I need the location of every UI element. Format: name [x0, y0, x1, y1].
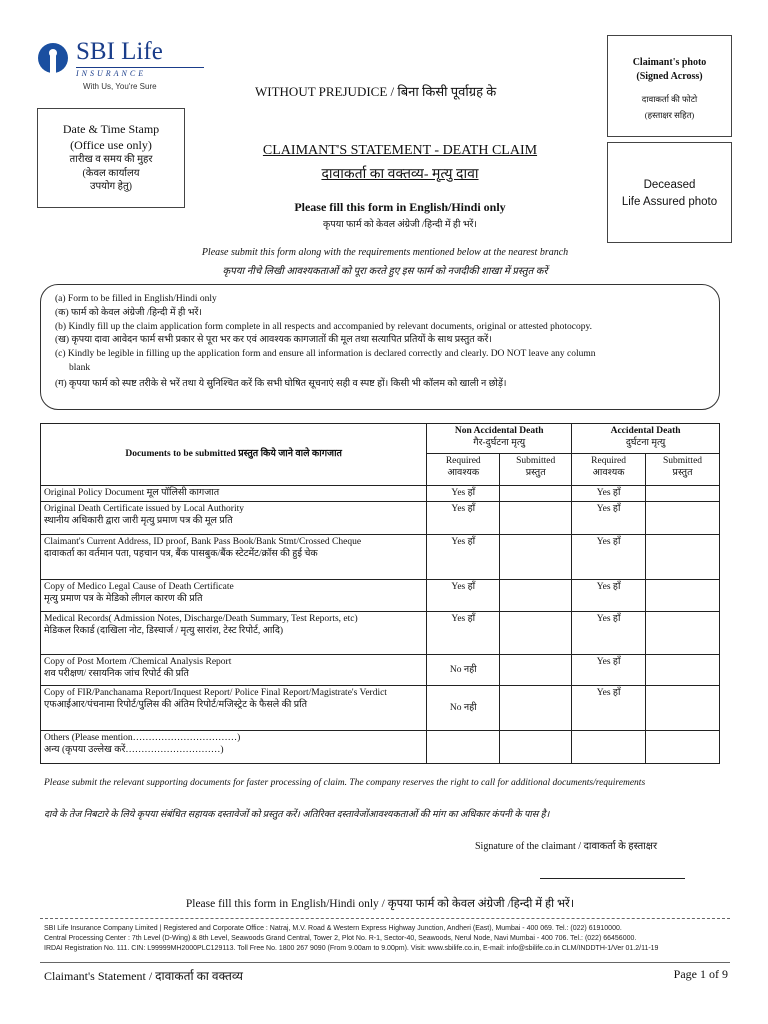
- non-accidental-required-cell: Yes हाँ: [427, 502, 500, 535]
- footer-info: [44, 924, 744, 954]
- document-name: Copy of Post Mortem /Chemical Analysis Report: [44, 657, 232, 667]
- required-header: Required आवश्यक: [427, 454, 500, 486]
- table-header-row: [41, 424, 720, 454]
- photo-line: (Signed Across): [636, 71, 703, 82]
- document-name-cell: [41, 731, 427, 764]
- non-accidental-submitted-cell[interactable]: [500, 655, 572, 686]
- non-accidental-submitted-cell[interactable]: [500, 502, 572, 535]
- table-row: [41, 612, 720, 655]
- submitted-header: Submitted प्रस्तुत: [500, 454, 572, 486]
- document-name-hi: मृत्यु प्रमाण पत्र के मेडिको लीगल कारण की प्रति: [44, 594, 203, 605]
- signature-line[interactable]: [540, 878, 685, 879]
- supporting-en: Please submit the relevant supporting documents for faster processing of claim. The company reserves the right to call for additional documents/requirements: [44, 778, 646, 788]
- deceased-line: Deceased: [643, 179, 696, 191]
- document-name-cell: [41, 486, 427, 502]
- document-name-cell: [41, 655, 427, 686]
- acc-hi: दुर्घटना मृत्यु: [625, 438, 666, 449]
- deceased-photo-box[interactable]: [607, 142, 732, 243]
- document-name: Others (Please mention……………………………): [44, 733, 241, 743]
- stamp-line: तारीख व समय की मुहर: [69, 154, 153, 166]
- keyhole-icon: [38, 43, 68, 73]
- non-accidental-required-cell: [427, 731, 500, 764]
- footer-rule: [40, 962, 730, 963]
- fill-bottom: Please fill this form in English/Hindi only / कृपया फार्म को केवल अंग्रेजी /हिन्दी में ही भरें।: [185, 898, 575, 910]
- documents-table: [40, 423, 720, 764]
- stamp-line: उपयोग हेतु): [89, 181, 133, 193]
- bottom-left-title: Claimant's Statement / दावाकर्ता का वक्तव्य: [44, 969, 243, 983]
- table-row: [41, 655, 720, 686]
- date-time-stamp-box: [37, 108, 185, 208]
- document-name-cell: [41, 535, 427, 580]
- title-hi: दावाकर्ता का वक्तव्य- मृत्यु दावा: [321, 167, 479, 182]
- fill-hi: कृपया फार्म को केवल अंग्रेजी /हिन्दी में ही भरें।: [323, 220, 477, 230]
- claimant-photo-box[interactable]: [607, 35, 732, 137]
- document-name-cell: [41, 612, 427, 655]
- non-acc-en: Non Accidental Death: [454, 426, 544, 436]
- submitted-header: Submitted प्रस्तुत: [646, 454, 720, 486]
- non-accidental-submitted-cell[interactable]: [500, 580, 572, 612]
- accidental-submitted-cell[interactable]: [646, 655, 720, 686]
- non-accidental-submitted-cell[interactable]: [500, 731, 572, 764]
- instruction-line: blank: [69, 362, 91, 373]
- document-name-hi: स्थानीय अधिकारी द्वारा जारी मृत्यु प्रमाण पत्र की मूल प्रति: [44, 516, 233, 527]
- photo-line: दावाकर्ता की फोटो: [641, 94, 698, 104]
- stamp-line: (केवल कार्यालय: [82, 167, 140, 179]
- deceased-line: Life Assured photo: [621, 196, 718, 209]
- sbi-life-logo: [38, 40, 178, 100]
- accidental-required-cell: Yes हाँ: [572, 655, 646, 686]
- table-row: [41, 731, 720, 764]
- required-header: Required आवश्यक: [572, 454, 646, 486]
- title-en: CLAIMANT'S STATEMENT - DEATH CLAIM: [262, 143, 538, 158]
- non-accidental-header: [427, 424, 572, 454]
- photo-line: (हस्ताक्षर सहित): [644, 109, 695, 120]
- document-name: Original Death Certificate issued by Local Authority: [44, 504, 244, 514]
- fill-en: Please fill this form in English/Hindi only: [294, 200, 506, 214]
- non-accidental-required-cell: Yes हाँ: [427, 486, 500, 502]
- table-row: [41, 686, 720, 731]
- non-accidental-required-cell: No नही: [427, 686, 500, 731]
- submit-en: Please submit this form along with the requirements mentioned below at the nearest branch: [201, 247, 569, 258]
- stamp-line: (Office use only): [70, 138, 152, 153]
- without-prejudice: WITHOUT PREJUDICE / बिना किसी पूर्वाग्रह के: [255, 84, 497, 99]
- document-name: Original Policy Document मूल पॉलिसी कागजात: [44, 488, 220, 498]
- accidental-required-cell: Yes हाँ: [572, 580, 646, 612]
- instruction-line: (a) Form to be filled in English/Hindi only: [55, 294, 217, 304]
- document-name-cell: [41, 686, 427, 731]
- logo-sub: INSURANCE: [76, 69, 147, 78]
- table-row: [41, 580, 720, 612]
- accidental-submitted-cell[interactable]: [646, 612, 720, 655]
- page-number: Page 1 of 9: [673, 967, 728, 981]
- accidental-submitted-cell[interactable]: [646, 502, 720, 535]
- accidental-submitted-cell[interactable]: [646, 580, 720, 612]
- instruction-line: (c) Kindly be legible in filling up the application form and ensure all information is declared correctly and clearly. DO NOT leave any column: [55, 349, 596, 360]
- instructions-box: [40, 284, 720, 410]
- document-name-hi: अन्य (कृपया उल्लेख करें…………………………): [44, 745, 224, 756]
- document-name-hi: दावाकर्ता का वर्तमान पता, पहचान पत्र, बैंक पासबुक/बैंक स्टेटमेंट/क्रॉस की हुई चेक: [44, 549, 318, 560]
- instruction-line: (ख) कृपया दावा आवेदन फार्म सभी प्रकार से पूरा भर कर एवं आवश्यक कागजातों की मूल तथा सत्यापित प्रतियों के साथ प्रस्तुत करें।: [55, 335, 492, 346]
- photo-line: Claimant's photo: [632, 57, 707, 68]
- non-accidental-required-cell: Yes हाँ: [427, 580, 500, 612]
- accidental-required-cell: Yes हाँ: [572, 686, 646, 731]
- logo-tagline: With Us, You're Sure: [83, 82, 157, 91]
- non-acc-hi: गैर-दुर्घटना मृत्यु: [473, 438, 526, 449]
- accidental-required-cell: [572, 731, 646, 764]
- document-name: Claimant's Current Address, ID proof, Bank Pass Book/Bank Stmt/Crossed Cheque: [44, 537, 362, 547]
- signature-label: Signature of the claimant / दावाकर्ता के हस्ताक्षर: [475, 841, 658, 852]
- stamp-line: Date & Time Stamp: [62, 122, 160, 136]
- instruction-line: (b) Kindly fill up the claim application form complete in all respects and accompanied by relevant documents, original or attested photocopy.: [55, 321, 593, 332]
- document-name: Copy of Medico Legal Cause of Death Certificate: [44, 582, 234, 592]
- footer-line: SBI Life Insurance Company Limited | Registered and Corporate Office : Natraj, M.V. Road & Western Express Highway Junction, Andheri (East), Mumbai - 400 069. Tel.: (022) 61910000.: [44, 925, 622, 932]
- document-name-hi: मेडिकल रिकार्ड (दाखिला नोट, डिस्चार्ज / मृत्यु सारांश, टेस्ट रिपोर्ट, आदि): [44, 626, 284, 637]
- instruction-line: (क) फार्म को केवल अंग्रेजी /हिन्दी में ही भरें।: [55, 307, 202, 318]
- docs-header: Documents to be submitted प्रस्तुत किये जाने वाले कागजात: [41, 424, 427, 486]
- document-name: Copy of FIR/Panchanama Report/Inquest Report/ Police Final Report/Magistrate's Verdict: [44, 688, 387, 698]
- document-name-cell: [41, 502, 427, 535]
- acc-en: Accidental Death: [610, 426, 681, 436]
- non-accidental-submitted-cell[interactable]: [500, 612, 572, 655]
- logo-brand: SBI Life: [76, 38, 163, 65]
- footer-line: Central Processing Center : 7th Level (D-Wing) & 8th Level, Seawoods Grand Central, Tower 2, Plot No. R-1, Sector-40, Seawoods, Nerul Node, Navi Mumbai - 400 706. Tel.: (022) 66456000.: [44, 935, 637, 943]
- document-name: Medical Records( Admission Notes, Discharge/Death Summary, Test Reports, etc): [44, 614, 358, 624]
- accidental-required-cell: Yes हाँ: [572, 612, 646, 655]
- accidental-submitted-cell[interactable]: [646, 731, 720, 764]
- non-accidental-required-cell: No नही: [427, 655, 500, 686]
- accidental-required-cell: Yes हाँ: [572, 502, 646, 535]
- table-row: [41, 502, 720, 535]
- logo-divider: [76, 67, 204, 68]
- accidental-submitted-cell[interactable]: [646, 486, 720, 502]
- non-accidental-submitted-cell[interactable]: [500, 535, 572, 580]
- accidental-required-cell: Yes हाँ: [572, 535, 646, 580]
- instruction-line: (ग) कृपया फार्म को स्पष्ट तरीके से भरें तथा ये सुनिश्चित करें कि सभी घोषित सूचनाएं सही व स्पष्ट हों। किसी भी कॉलम को खाली न छोड़ें।: [55, 378, 507, 389]
- footer-divider: [40, 918, 730, 919]
- non-accidental-submitted-cell[interactable]: [500, 686, 572, 731]
- non-accidental-submitted-cell[interactable]: [500, 486, 572, 502]
- document-name-hi: एफआईआर/पंचनामा रिपोर्ट/पुलिस की अंतिम रिपोर्ट/मजिस्ट्रेट के फैसले की प्रति: [44, 700, 308, 711]
- table-row: [41, 535, 720, 580]
- accidental-submitted-cell[interactable]: [646, 686, 720, 731]
- supporting-hi: दावे के तेज निबटारे के लिये कृपया संबंधित सहायक दस्तावेजों को प्रस्तुत करें। अतिरिक्त दस्तावेजोंआवश्यकताओं की मांग का अधिकार कंपनी के पास है।: [44, 810, 550, 820]
- non-accidental-required-cell: Yes हाँ: [427, 612, 500, 655]
- submit-hi: कृपया नीचे लिखी आवश्यकताओं को पूरा करते हुए इस फार्म को नजदीकी शाखा में प्रस्तुत करें: [222, 266, 548, 277]
- accidental-header: [572, 424, 720, 454]
- accidental-submitted-cell[interactable]: [646, 535, 720, 580]
- document-name-hi: शव परीक्षण/ रसायनिक जांच रिपोर्ट की प्रति: [44, 669, 189, 680]
- document-name-cell: [41, 580, 427, 612]
- non-accidental-required-cell: Yes हाँ: [427, 535, 500, 580]
- footer-line: IRDAI Registration No. 111. CIN: L99999MH2000PLC129113. Toll Free No. 1800 267 9090 (From 9.00am to 9.00pm). Visit: www.sbilife.co.in, E-mail: info@sbilife.co.in CLM/INDDTH-1/Ver 01.2/11-19: [44, 945, 659, 953]
- accidental-required-cell: Yes हाँ: [572, 486, 646, 502]
- table-row: [41, 486, 720, 502]
